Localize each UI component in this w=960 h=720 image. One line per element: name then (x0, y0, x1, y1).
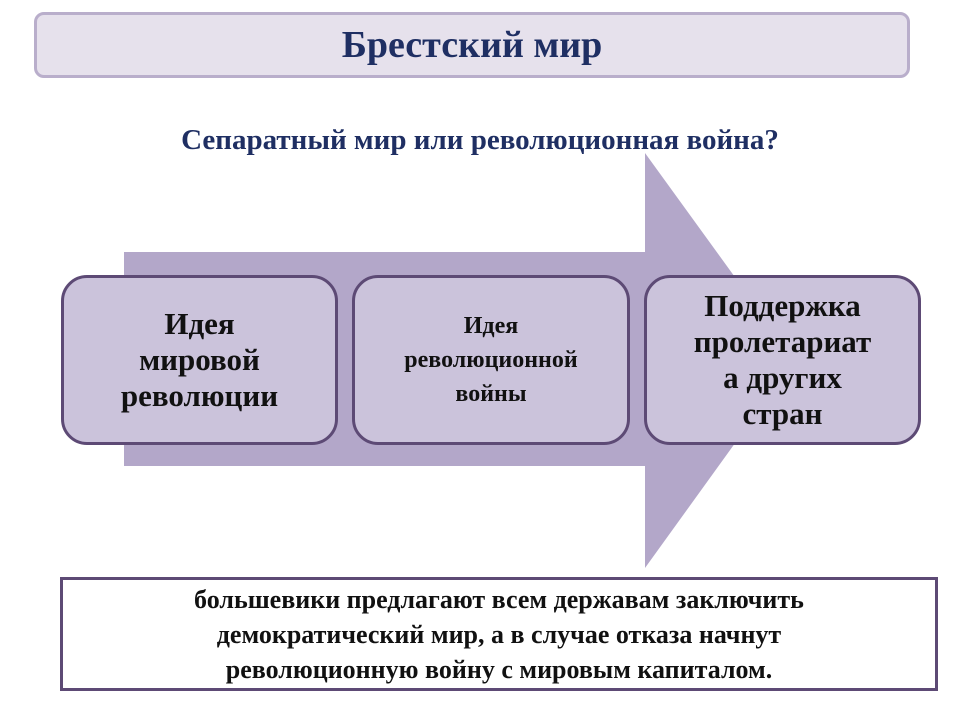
slide-subtitle: Сепаратный мир или революционная война? (181, 124, 779, 156)
idea-box-proletariat-support (644, 275, 921, 445)
idea-box-revolutionary-war (352, 275, 630, 445)
idea-box-label: Поддержка пролетариат а других стран (693, 288, 872, 431)
idea-box-label: Идея мировой революции (120, 306, 279, 413)
conclusion-note (60, 577, 938, 691)
idea-box-world-revolution (61, 275, 338, 445)
idea-box-label: Идея революционной войны (404, 313, 578, 407)
slide-title: Брестский мир (341, 24, 603, 66)
conclusion-text: большевики предлагают всем державам заключить демократический мир, а в случае отказа начнут революционную войну с мировым капиталом. (194, 584, 804, 684)
